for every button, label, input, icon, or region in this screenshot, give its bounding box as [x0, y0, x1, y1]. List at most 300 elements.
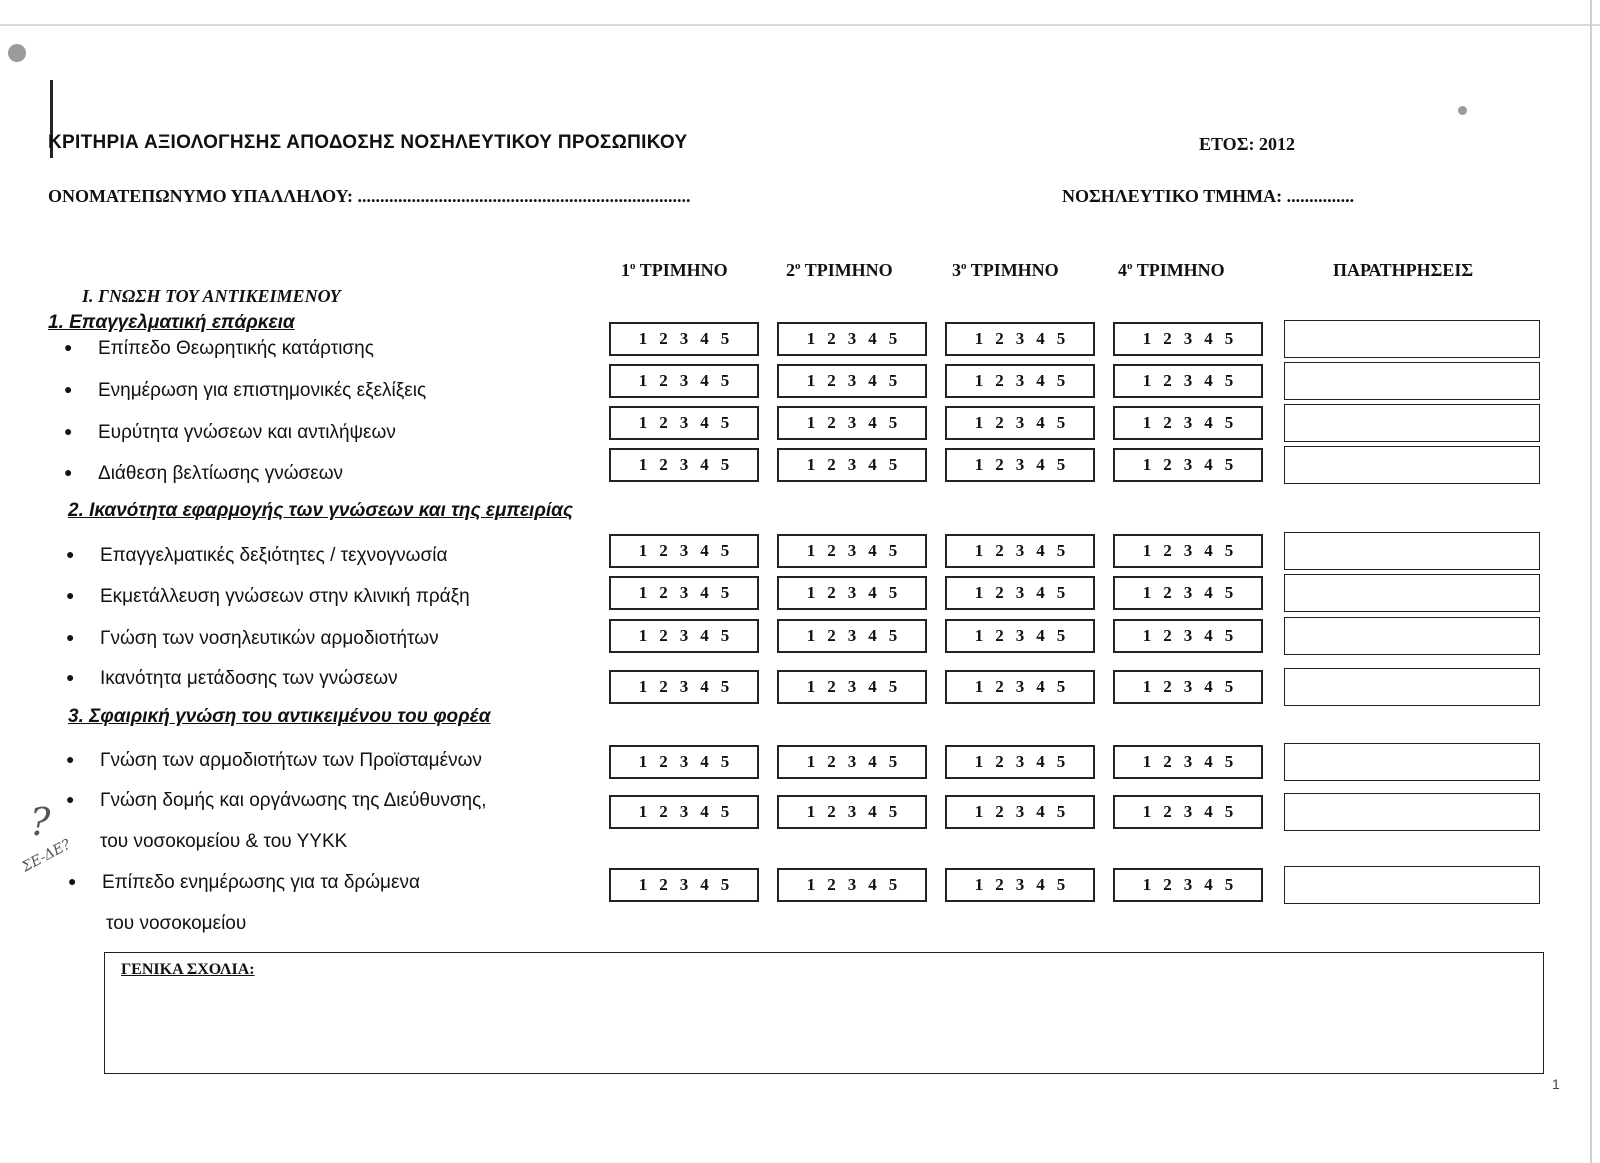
score-box-q4[interactable] [1113, 868, 1263, 902]
score-box-q2[interactable] [777, 406, 927, 440]
score-option[interactable]: 4 [1036, 677, 1045, 696]
score-option[interactable]: 3 [847, 413, 857, 432]
score-option[interactable]: 2 [659, 371, 668, 390]
year-label: ΕΤΟΣ: 2012 [1199, 134, 1295, 154]
score-option[interactable]: 3 [847, 329, 857, 348]
score-box-q1[interactable] [609, 576, 759, 610]
score-option[interactable]: 1 [806, 583, 816, 602]
score-option[interactable]: 1 [806, 329, 816, 348]
criterion-continuation: του νοσοκομείου & του ΥΥΚΚ [100, 831, 348, 852]
score-option[interactable]: 5 [888, 329, 898, 348]
score-box-q1[interactable] [609, 406, 759, 440]
score-option[interactable]: 2 [659, 802, 668, 821]
score-option[interactable]: 3 [1183, 802, 1193, 821]
score-option[interactable]: 5 [888, 455, 898, 474]
score-option[interactable]: 3 [1183, 583, 1193, 602]
score-box-q2[interactable] [777, 322, 927, 356]
score-box-q2[interactable] [777, 670, 927, 704]
score-option[interactable]: 5 [1224, 752, 1234, 771]
score-box-q1[interactable] [609, 364, 759, 398]
score-option[interactable]: 2 [659, 752, 668, 771]
score-option[interactable]: 3 [1015, 371, 1025, 390]
score-option[interactable]: 3 [679, 583, 689, 602]
score-option[interactable]: 4 [1204, 329, 1213, 348]
general-comments-box[interactable] [104, 952, 1544, 1074]
score-option[interactable]: 3 [1015, 875, 1025, 894]
score-option[interactable]: 3 [1015, 626, 1025, 645]
score-option[interactable]: 5 [1056, 329, 1066, 348]
score-option[interactable]: 5 [720, 329, 730, 348]
remarks-field[interactable] [1284, 668, 1540, 706]
score-option[interactable]: 1 [638, 541, 648, 560]
group-heading: 2. Ικανότητα εφαρμογής των γνώσεων και της εμπειρίας [68, 500, 573, 521]
score-option[interactable]: 4 [1036, 752, 1045, 771]
general-comments-label: ΓΕΝΙΚΑ ΣΧΟΛΙΑ: [121, 961, 255, 978]
score-box-q4[interactable] [1113, 534, 1263, 568]
score-box-q3[interactable] [945, 406, 1095, 440]
score-option[interactable]: 2 [1163, 541, 1172, 560]
score-option[interactable]: 3 [847, 455, 857, 474]
score-option[interactable]: 1 [974, 583, 984, 602]
score-option[interactable]: 5 [1224, 802, 1234, 821]
score-option[interactable]: 4 [868, 802, 877, 821]
score-option[interactable]: 1 [638, 329, 648, 348]
score-option[interactable]: 2 [1163, 583, 1172, 602]
score-option[interactable]: 2 [995, 541, 1004, 560]
score-option[interactable]: 1 [974, 752, 984, 771]
score-box-q2[interactable] [777, 576, 927, 610]
score-option[interactable]: 1 [638, 413, 648, 432]
score-option[interactable]: 1 [1142, 413, 1152, 432]
score-option[interactable]: 1 [638, 583, 648, 602]
score-option[interactable]: 4 [700, 677, 709, 696]
score-option[interactable]: 5 [888, 541, 898, 560]
score-option[interactable]: 5 [720, 752, 730, 771]
score-option[interactable]: 5 [888, 752, 898, 771]
score-option[interactable]: 4 [1036, 455, 1045, 474]
score-box-q3[interactable] [945, 576, 1095, 610]
score-box-q1[interactable] [609, 534, 759, 568]
score-box-q2[interactable] [777, 619, 927, 653]
score-option[interactable]: 4 [1204, 875, 1213, 894]
score-box-q3[interactable] [945, 322, 1095, 356]
remarks-field[interactable] [1284, 793, 1540, 831]
score-option[interactable]: 1 [1142, 371, 1152, 390]
criterion-label: ● Ενημέρωση για επιστημονικές εξελίξεις [64, 380, 427, 401]
score-option[interactable]: 4 [700, 626, 709, 645]
score-option[interactable]: 3 [847, 802, 857, 821]
score-option[interactable]: 2 [1163, 875, 1172, 894]
score-option[interactable]: 1 [1142, 875, 1152, 894]
score-option[interactable]: 2 [995, 802, 1004, 821]
score-option[interactable]: 2 [1163, 371, 1172, 390]
employee-name-field[interactable]: ΟΝΟΜΑΤΕΠΩΝΥΜΟ ΥΠΑΛΛΗΛΟΥ: .......................................................................... [48, 186, 691, 206]
score-option[interactable]: 1 [974, 413, 984, 432]
remarks-field[interactable] [1284, 446, 1540, 484]
score-option[interactable]: 3 [847, 626, 857, 645]
score-option[interactable]: 5 [1056, 677, 1066, 696]
score-option[interactable]: 4 [700, 413, 709, 432]
score-option[interactable]: 1 [1142, 455, 1152, 474]
score-option[interactable]: 2 [1163, 752, 1172, 771]
score-option[interactable]: 4 [1204, 455, 1213, 474]
score-box-q4[interactable] [1113, 364, 1263, 398]
score-option[interactable]: 4 [1036, 802, 1045, 821]
score-option[interactable]: 4 [868, 455, 877, 474]
score-option[interactable]: 3 [679, 626, 689, 645]
score-option[interactable]: 5 [1056, 455, 1066, 474]
score-option[interactable]: 3 [1015, 413, 1025, 432]
score-option[interactable]: 5 [720, 541, 730, 560]
score-option[interactable]: 5 [1056, 371, 1066, 390]
score-option[interactable]: 4 [700, 329, 709, 348]
score-option[interactable]: 5 [1056, 626, 1066, 645]
remarks-field[interactable] [1284, 532, 1540, 570]
score-option[interactable]: 2 [827, 677, 836, 696]
score-option[interactable]: 1 [1142, 583, 1152, 602]
score-box-q4[interactable] [1113, 576, 1263, 610]
score-box-q3[interactable] [945, 868, 1095, 902]
score-box-q2[interactable] [777, 448, 927, 482]
score-option[interactable]: 4 [868, 752, 877, 771]
score-option[interactable]: 5 [888, 583, 898, 602]
score-option[interactable]: 5 [1224, 875, 1234, 894]
score-option[interactable]: 3 [1183, 413, 1193, 432]
criterion-label: ● Ευρύτητα γνώσεων και αντιλήψεων [64, 422, 396, 443]
score-box-q2[interactable] [777, 795, 927, 829]
column-header-q1: $1^o$ ΤΡΙΜΗΝΟ [621, 260, 728, 280]
remarks-field[interactable] [1284, 866, 1540, 904]
score-option[interactable]: 3 [1183, 875, 1193, 894]
score-box-q4[interactable] [1113, 795, 1263, 829]
score-option[interactable]: 4 [700, 371, 709, 390]
score-option[interactable]: 5 [1224, 583, 1234, 602]
score-option[interactable]: 1 [638, 875, 648, 894]
score-option[interactable]: 3 [1183, 541, 1193, 560]
bullet-icon: ● [64, 423, 73, 439]
score-option[interactable]: 3 [847, 752, 857, 771]
score-option[interactable]: 2 [1163, 329, 1172, 348]
score-option[interactable]: 4 [868, 541, 877, 560]
score-option[interactable]: 1 [974, 802, 984, 821]
score-option[interactable]: 2 [995, 455, 1004, 474]
department-field[interactable]: ΝΟΣΗΛΕΥΤΙΚΟ ΤΜΗΜΑ: ............... [1062, 186, 1355, 206]
score-option[interactable]: 2 [1163, 455, 1172, 474]
score-option[interactable]: 3 [1183, 677, 1193, 696]
score-option[interactable]: 4 [1036, 541, 1045, 560]
score-option[interactable]: 5 [720, 626, 730, 645]
bullet-icon: ● [66, 546, 75, 562]
score-option[interactable]: 5 [1056, 752, 1066, 771]
score-box-q4[interactable] [1113, 745, 1263, 779]
score-option[interactable]: 4 [1036, 413, 1045, 432]
handwritten-scribble: ΣΕ-ΔΕ? [19, 836, 74, 876]
score-option[interactable]: 2 [827, 875, 836, 894]
score-box-q3[interactable] [945, 448, 1095, 482]
score-option[interactable]: 3 [1015, 802, 1025, 821]
score-option[interactable]: 5 [1224, 413, 1234, 432]
score-option[interactable]: 2 [995, 371, 1004, 390]
score-option[interactable]: 3 [1015, 455, 1025, 474]
score-option[interactable]: 4 [1204, 541, 1213, 560]
score-option[interactable]: 5 [720, 583, 730, 602]
score-option[interactable]: 1 [638, 626, 648, 645]
score-option[interactable]: 2 [995, 626, 1004, 645]
score-box-q3[interactable] [945, 534, 1095, 568]
score-option[interactable]: 1 [1142, 626, 1152, 645]
score-option[interactable]: 4 [1204, 677, 1213, 696]
score-option[interactable]: 1 [1142, 752, 1152, 771]
score-option[interactable]: 4 [700, 455, 709, 474]
score-option[interactable]: 4 [1204, 413, 1213, 432]
score-option[interactable]: 1 [974, 371, 984, 390]
score-option[interactable]: 1 [638, 752, 648, 771]
score-option[interactable]: 1 [1142, 541, 1152, 560]
score-box-q3[interactable] [945, 619, 1095, 653]
score-option[interactable]: 4 [868, 677, 877, 696]
score-option[interactable]: 3 [1183, 626, 1193, 645]
score-option[interactable]: 3 [679, 677, 689, 696]
score-option[interactable]: 4 [1204, 626, 1213, 645]
bullet-icon: ● [66, 669, 75, 685]
criterion-label: ● Επίπεδο Θεωρητικής κατάρτισης [64, 338, 374, 359]
score-option[interactable]: 5 [720, 802, 730, 821]
score-option[interactable]: 3 [679, 371, 689, 390]
score-option[interactable]: 2 [995, 583, 1004, 602]
score-option[interactable]: 2 [1163, 677, 1172, 696]
score-option[interactable]: 2 [827, 541, 836, 560]
score-option[interactable]: 2 [659, 626, 668, 645]
score-option[interactable]: 5 [1224, 541, 1234, 560]
score-option[interactable]: 3 [679, 875, 689, 894]
score-option[interactable]: 4 [1204, 802, 1213, 821]
score-option[interactable]: 4 [700, 802, 709, 821]
score-box-q1[interactable] [609, 619, 759, 653]
score-option[interactable]: 5 [720, 677, 730, 696]
score-option[interactable]: 4 [868, 583, 877, 602]
score-option[interactable]: 4 [868, 875, 877, 894]
score-box-q1[interactable] [609, 322, 759, 356]
score-option[interactable]: 1 [974, 875, 984, 894]
score-option[interactable]: 3 [679, 802, 689, 821]
score-option[interactable]: 5 [720, 875, 730, 894]
score-box-q4[interactable] [1113, 670, 1263, 704]
score-option[interactable]: 2 [659, 677, 668, 696]
remarks-field[interactable] [1284, 320, 1540, 358]
score-option[interactable]: 4 [700, 583, 709, 602]
score-option[interactable]: 2 [659, 583, 668, 602]
score-option[interactable]: 2 [827, 752, 836, 771]
score-box-q3[interactable] [945, 745, 1095, 779]
criterion-label: ● Επαγγελματικές δεξιότητες / τεχνογνωσία [66, 545, 448, 566]
score-box-q2[interactable] [777, 534, 927, 568]
score-option[interactable]: 1 [806, 541, 816, 560]
score-option[interactable]: 1 [974, 329, 984, 348]
score-option[interactable]: 1 [974, 677, 984, 696]
score-option[interactable]: 5 [1056, 583, 1066, 602]
score-option[interactable]: 5 [720, 455, 730, 474]
score-option[interactable]: 3 [847, 541, 857, 560]
score-option[interactable]: 2 [995, 329, 1004, 348]
score-option[interactable]: 1 [806, 371, 816, 390]
score-option[interactable]: 4 [1204, 371, 1213, 390]
score-box-q4[interactable] [1113, 322, 1263, 356]
score-box-q2[interactable] [777, 745, 927, 779]
score-box-q1[interactable] [609, 670, 759, 704]
score-option[interactable]: 1 [806, 752, 816, 771]
criterion-label: ● Γνώση δομής και οργάνωσης της Διεύθυνσης, [66, 790, 487, 811]
score-option[interactable]: 1 [974, 626, 984, 645]
score-option[interactable]: 5 [1056, 413, 1066, 432]
score-option[interactable]: 1 [638, 455, 648, 474]
score-box-q3[interactable] [945, 670, 1095, 704]
scan-smudge [8, 44, 26, 62]
score-option[interactable]: 4 [868, 413, 877, 432]
score-box-q1[interactable] [609, 795, 759, 829]
score-option[interactable]: 3 [679, 329, 689, 348]
score-option[interactable]: 2 [827, 626, 836, 645]
score-option[interactable]: 1 [974, 541, 984, 560]
remarks-field[interactable] [1284, 617, 1540, 655]
score-option[interactable]: 5 [888, 875, 898, 894]
score-option[interactable]: 3 [1015, 583, 1025, 602]
score-option[interactable]: 3 [847, 371, 857, 390]
score-option[interactable]: 1 [974, 455, 984, 474]
score-option[interactable]: 4 [868, 626, 877, 645]
score-box-q2[interactable] [777, 364, 927, 398]
score-box-q4[interactable] [1113, 619, 1263, 653]
column-header-remarks: ΠΑΡΑΤΗΡΗΣΕΙΣ [1333, 260, 1474, 280]
score-option[interactable]: 2 [827, 413, 836, 432]
score-option[interactable]: 5 [1056, 802, 1066, 821]
score-option[interactable]: 3 [1015, 677, 1025, 696]
score-option[interactable]: 3 [1183, 455, 1193, 474]
score-option[interactable]: 5 [1056, 875, 1066, 894]
score-option[interactable]: 1 [806, 677, 816, 696]
score-option[interactable]: 5 [1224, 626, 1234, 645]
score-option[interactable]: 2 [995, 413, 1004, 432]
score-option[interactable]: 4 [700, 541, 709, 560]
criterion-continuation: του νοσοκομείου [106, 913, 247, 934]
bullet-icon: ● [66, 791, 75, 807]
score-option[interactable]: 3 [679, 541, 689, 560]
remarks-field[interactable] [1284, 404, 1540, 442]
score-option[interactable]: 1 [638, 802, 648, 821]
score-option[interactable]: 2 [995, 677, 1004, 696]
score-option[interactable]: 5 [720, 413, 730, 432]
score-option[interactable]: 1 [806, 626, 816, 645]
score-option[interactable]: 5 [888, 413, 898, 432]
score-option[interactable]: 2 [827, 802, 836, 821]
column-header-q4: $4^o$ ΤΡΙΜΗΝΟ [1118, 260, 1225, 280]
score-option[interactable]: 1 [806, 875, 816, 894]
score-option[interactable]: 2 [995, 752, 1004, 771]
score-option[interactable]: 3 [679, 752, 689, 771]
score-option[interactable]: 2 [1163, 413, 1172, 432]
score-option[interactable]: 5 [888, 677, 898, 696]
score-option[interactable]: 2 [827, 583, 836, 602]
score-box-q1[interactable] [609, 448, 759, 482]
score-option[interactable]: 4 [868, 329, 877, 348]
score-option[interactable]: 1 [1142, 802, 1152, 821]
score-option[interactable]: 4 [1036, 583, 1045, 602]
score-option[interactable]: 2 [827, 329, 836, 348]
remarks-field[interactable] [1284, 574, 1540, 612]
score-option[interactable]: 1 [806, 455, 816, 474]
score-option[interactable]: 5 [888, 802, 898, 821]
score-box-q1[interactable] [609, 745, 759, 779]
score-option[interactable]: 5 [1224, 677, 1234, 696]
score-option[interactable]: 4 [868, 371, 877, 390]
score-option[interactable]: 3 [1183, 329, 1193, 348]
score-option[interactable]: 2 [995, 875, 1004, 894]
score-option[interactable]: 3 [847, 583, 857, 602]
score-option[interactable]: 5 [888, 371, 898, 390]
remarks-field[interactable] [1284, 362, 1540, 400]
score-option[interactable]: 2 [659, 875, 668, 894]
score-option[interactable]: 3 [1015, 752, 1025, 771]
bullet-icon: ● [66, 587, 75, 603]
score-option[interactable]: 4 [1204, 752, 1213, 771]
score-box-q4[interactable] [1113, 406, 1263, 440]
score-box-q2[interactable] [777, 868, 927, 902]
score-option[interactable]: 2 [659, 329, 668, 348]
score-option[interactable]: 2 [659, 413, 668, 432]
score-option[interactable]: 1 [1142, 329, 1152, 348]
score-option[interactable]: 5 [888, 626, 898, 645]
score-option[interactable]: 2 [827, 371, 836, 390]
score-option[interactable]: 3 [1015, 329, 1025, 348]
remarks-field[interactable] [1284, 743, 1540, 781]
score-option[interactable]: 4 [1036, 626, 1045, 645]
score-option[interactable]: 1 [1142, 677, 1152, 696]
score-box-q3[interactable] [945, 795, 1095, 829]
score-box-q4[interactable] [1113, 448, 1263, 482]
score-option[interactable]: 2 [659, 541, 668, 560]
column-header-q2: $2^o$ ΤΡΙΜΗΝΟ [786, 260, 893, 280]
score-option[interactable]: 4 [1036, 329, 1045, 348]
score-option[interactable]: 1 [806, 413, 816, 432]
score-box-q1[interactable] [609, 868, 759, 902]
score-option[interactable]: 1 [806, 802, 816, 821]
score-option[interactable]: 3 [847, 875, 857, 894]
score-option[interactable]: 5 [1224, 455, 1234, 474]
score-option[interactable]: 3 [847, 677, 857, 696]
score-option[interactable]: 3 [679, 455, 689, 474]
score-option[interactable]: 1 [638, 677, 648, 696]
score-option[interactable]: 4 [1204, 583, 1213, 602]
score-option[interactable]: 4 [1036, 875, 1045, 894]
score-option[interactable]: 4 [700, 752, 709, 771]
score-option[interactable]: 3 [679, 413, 689, 432]
score-option[interactable]: 3 [1015, 541, 1025, 560]
bullet-icon: ● [68, 873, 77, 889]
score-option[interactable]: 2 [827, 455, 836, 474]
score-option[interactable]: 5 [1056, 541, 1066, 560]
score-option[interactable]: 2 [1163, 802, 1172, 821]
score-option[interactable]: 5 [720, 371, 730, 390]
score-option[interactable]: 4 [1036, 371, 1045, 390]
score-option[interactable]: 3 [1183, 752, 1193, 771]
score-box-q3[interactable] [945, 364, 1095, 398]
score-option[interactable]: 5 [1224, 329, 1234, 348]
score-option[interactable]: 2 [1163, 626, 1172, 645]
score-option[interactable]: 3 [1183, 371, 1193, 390]
score-option[interactable]: 1 [638, 371, 648, 390]
score-option[interactable]: 2 [659, 455, 668, 474]
score-option[interactable]: 4 [700, 875, 709, 894]
score-option[interactable]: 5 [1224, 371, 1234, 390]
